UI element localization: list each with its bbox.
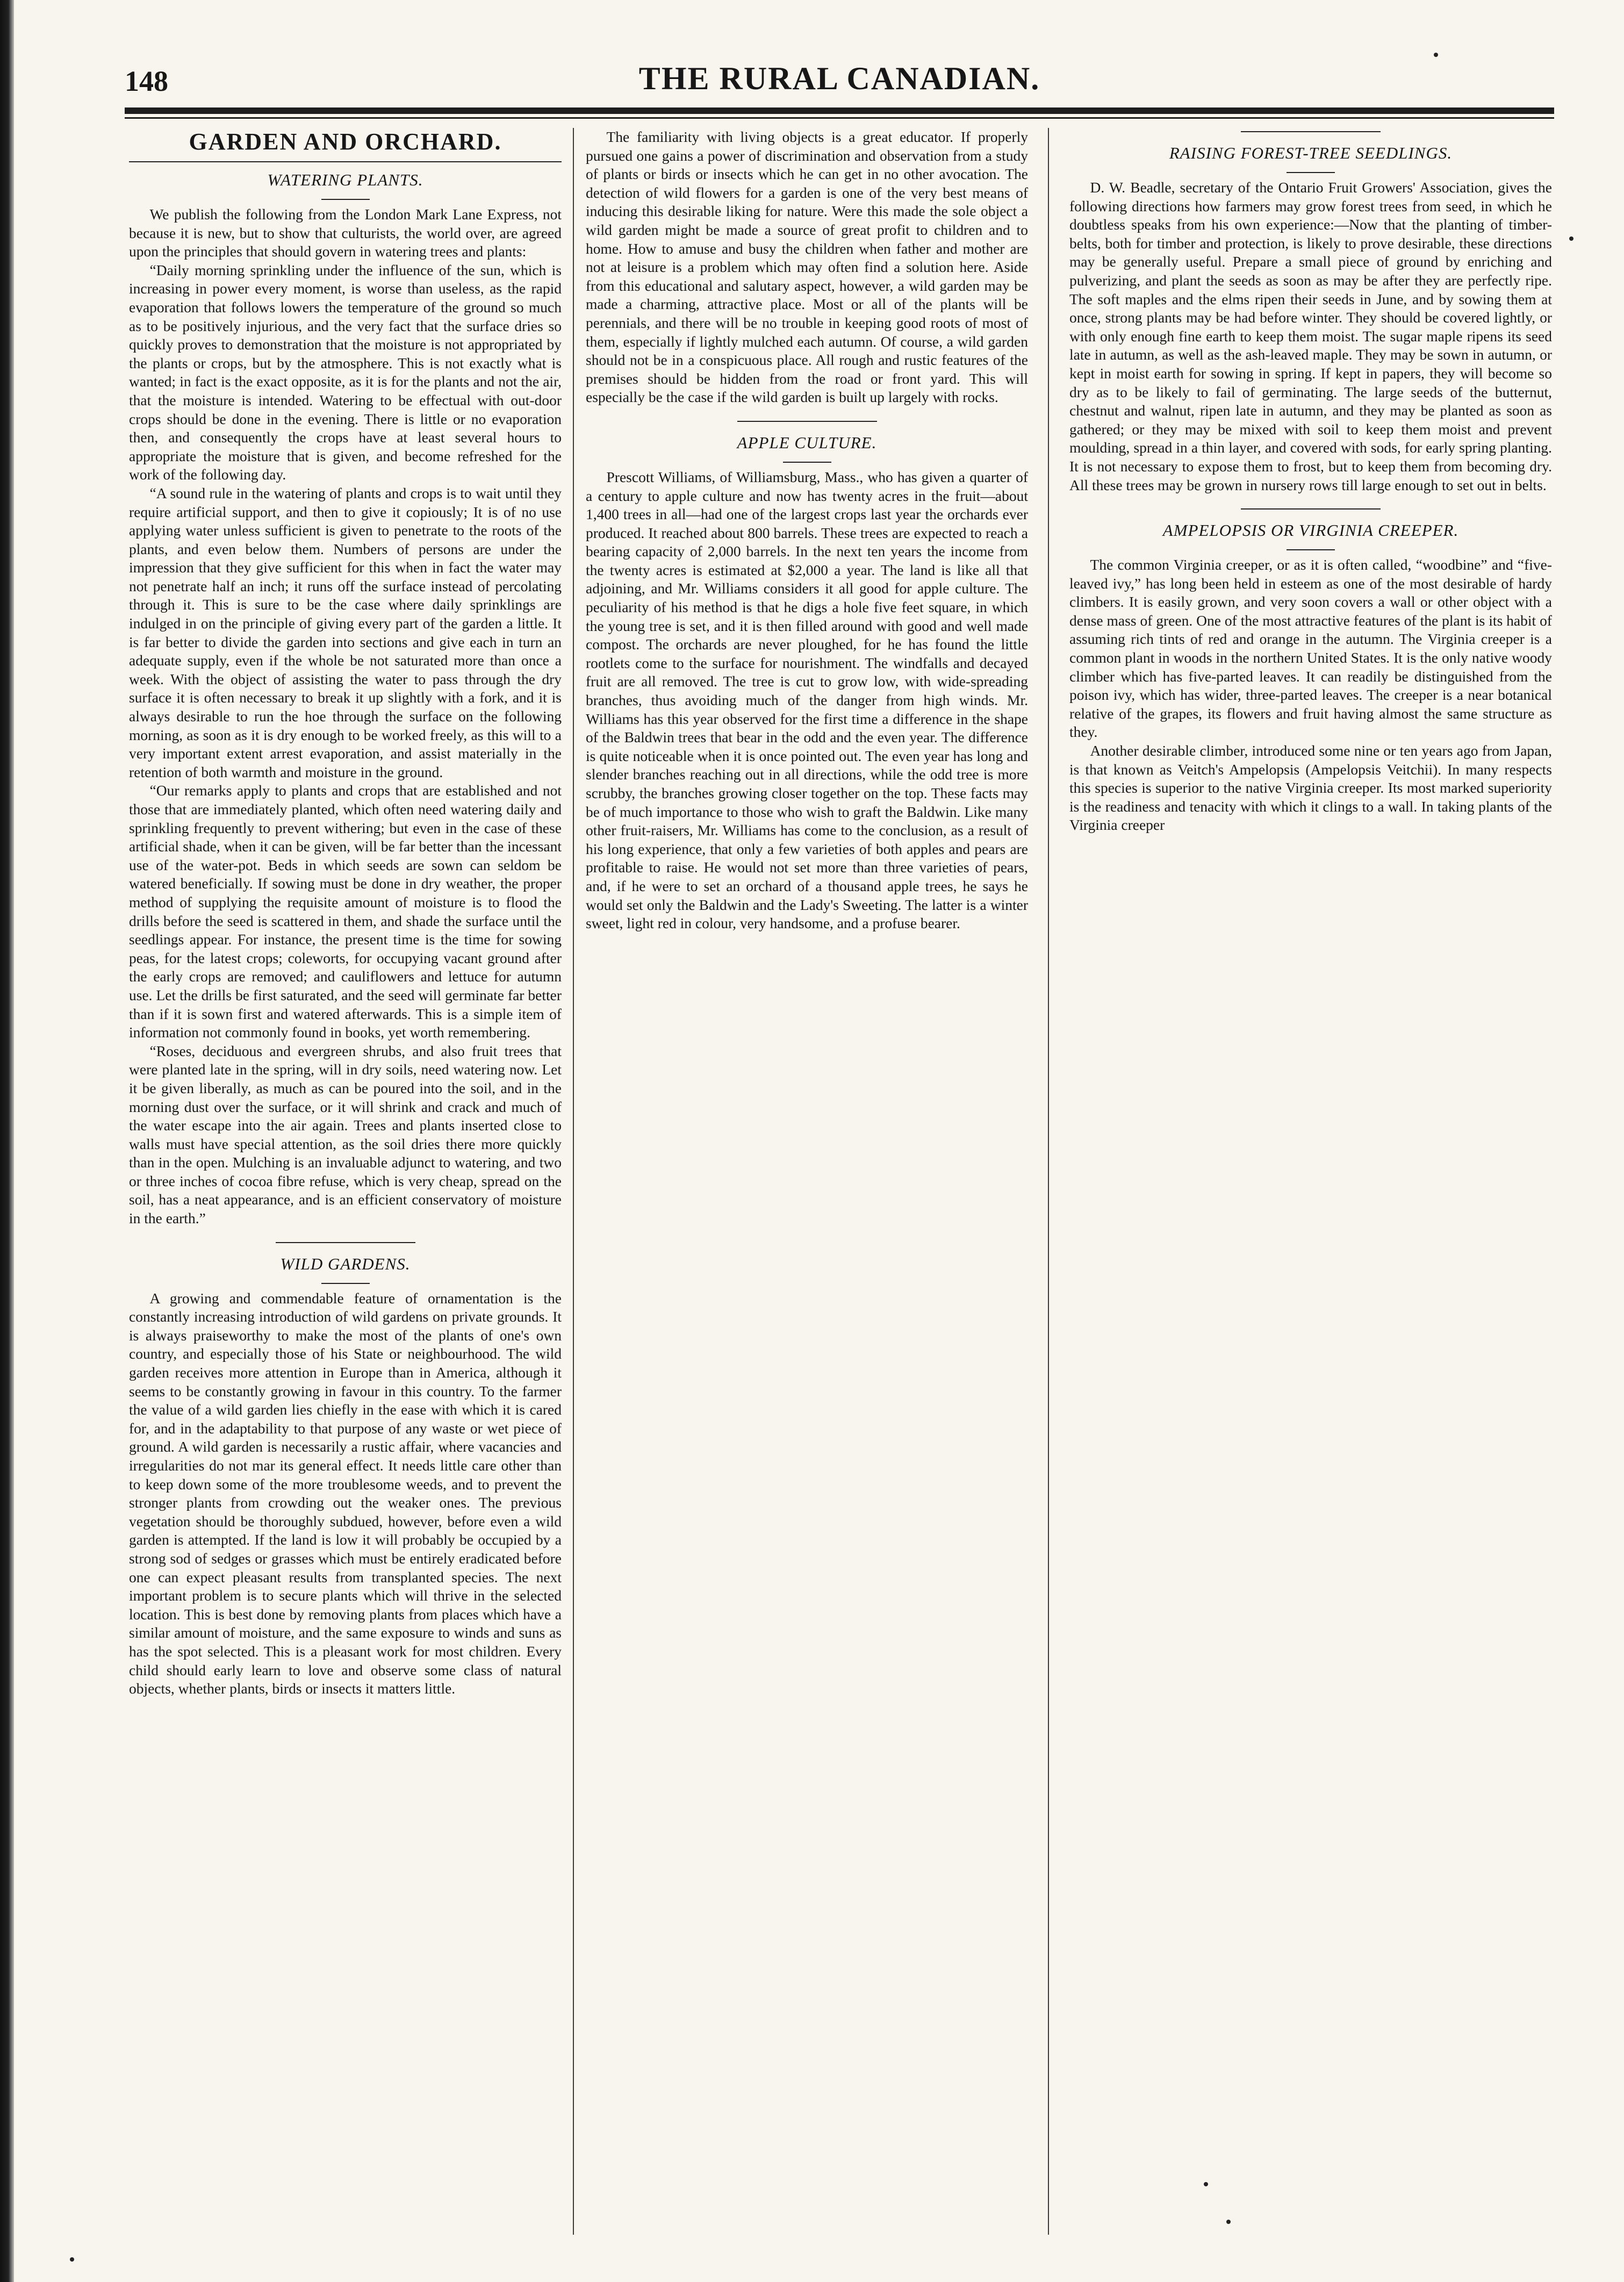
speck [1204,2182,1208,2186]
article-title-ampelopsis: AMPELOPSIS OR VIRGINIA CREEPER. [1162,521,1459,540]
title-rule [1287,549,1335,550]
paragraph: The familiarity with living objects is a great educator. If properly pursued one gains a power of discrimination and observation from a study of plants or birds or insects which he can get in no other avocation. The detection of wild flowers for a garden is one of the very best means of inducing this desirable liking for nature. Were this made the sole object a wild garden might be made a source of great profit to children and to home. How to amuse and busy the children when father and mother are not at leisure is a problem which may often find a solution here. Aside from this educational and salutary aspect, however, a wild garden may be made a charming, attractive place. Most or all of the plants will be perennials, and there will be no trouble in keeping good roots of most of them, especially if lightly mulched each autumn. Of course, a wild garden should not be in a conspicuous place. All rough and rustic features of the premises should be hidden from the road or front yard. This will especially be the case if the wild garden is built up largely with rocks. [586,128,1028,406]
paragraph: “A sound rule in the watering of plants and crops is to wait until they require artificial support, and then to give it copiously; It is of no use applying water unless sufficient is given to penetrate to the roots of the plants, and even below them. Numbers of persons are under the impression that they give sufficient for this when in fact the water may not penetrate half an inch; it runs off the surface instead of percolating through it. This is sure to be the case where daily sprinklings are indulged in on the principle of giving every part of the garden a little. It is far better to divide the garden into sections and give each in turn an adequate supply, even if the whole be not saturated more than once a week. With the object of assisting the water to pass through the dry surface it is often necessary to break it up slightly with a fork, and it is always desirable to run the hoe through the surface on the following morning, as soon as it is dry enough to be worked freely, as this will to a very important extent arrest evaporation, and assist materially in the retention of both warmth and moisture in the ground. [129,484,562,780]
column-2 [586,128,1028,2235]
page-number: 148 [125,65,168,97]
title-rule [1287,172,1335,173]
paragraph: D. W. Beadle, secretary of the Ontario Fruit Growers' Association, gives the following directions how farmers may grow forest trees from seed, in which he doubtless speaks from his own experience:—Now that the planting of timber-belts, both for timber and protection, is likely to prove desirable, these directions may be generally useful. Prepare a small piece of ground by enriching and pulverizing, and plant the seeds as soon as may be after they are perfectly ripe. The soft maples and the elms ripen their seeds in June, and by sowing them at once, strong plants may be had before winter. They should be covered lightly, or with only enough fine earth to keep them moist. The sugar maple ripens its seed late in autumn, as well as the ash-leaved maple. They may be sown in autumn, or kept in moist earth for sowing in spring. If kept in papers, they will become so dry as to be likely to fail of germinating. The large seeds of the butternut, chestnut and walnut, ripen late in autumn, and they may be planted as soon as gathered; or they may be mixed with soil to keep them moist and prevent moulding, spread in a thin layer, and covered with sods, for early spring planting. It is not necessary to expose them to frost, but to keep them from becoming dry. All these trees may be grown in nursery rows till large enough to set out in belts. [1069,179,1552,493]
section-heading: GARDEN AND ORCHARD. [129,128,562,162]
article-divider [276,1242,415,1243]
article-title-apple-culture: APPLE CULTURE. [737,433,877,452]
speck [70,2257,74,2262]
article-title-wild-gardens: WILD GARDENS. [280,1254,411,1273]
paragraph: “Daily morning sprinkling under the influence of the sun, which is increasing in power every moment, is worse than useless, as the rapid evaporation that follows lowers the temperature of the ground so much as to be positively injurious, and the very fact that the surface dries so quickly proves to demonstration that the moisture is not appropriated by the plants or crops, but by the atmosphere. This is not exactly what is wanted; in fact is the exact opposite, as it is for the plants and not the air, that the moisture is intended. Watering to be effectual with out-door crops should be done in the evening. There is little or no evaporation then, and consequently the crops have at least several hours to appropriate the moisture that is given, and become refreshed for the work of the following day. [129,261,562,483]
paragraph: Prescott Williams, of Williamsburg, Mass., who has given a quarter of a century to apple culture and now has twenty acres in the fruit—about 1,400 trees in all—had one of the largest crops last year the orchards ever produced. It reached about 800 barrels. These trees are expected to reach a bearing capacity of 2,000 barrels. In the next ten years the income from the twenty acres is estimated at $2,000 a year. The land is like all that adjoining, and Mr. Williams considers it all good for apple culture. The peculiarity of his method is that he digs a hole five feet square, in which the young tree is set, and it is then filled around with good and well made compost. The orchards are never ploughed, for he has found the little rootlets come to the surface for nourishment. The windfalls and decayed fruit are all removed. The tree is cut to grow low, with wide-spreading branches, thus avoiding much of the danger from high winds. Mr. Williams has this year observed for the first time a difference in the shape of the Baldwin trees that bear in the odd and the even year. The difference is quite noticeable when it is once pointed out. The even year has long and slender branches reaching out in all directions, while the odd tree is more scrubby, the branches growing closer together on the top. These facts may be of much importance to those who wish to graft the Baldwin. Like many other fruit-raisers, Mr. Williams has come to the conclusion, as a result of his long experience, that only a few varieties of both apples and pears are profitable to raise. He would not set more than three varieties of pears, and, if he were to set an orchard of a thousand apple trees, he says he would set only the Baldwin and the Lady's Sweeting. The latter is a winter sweet, light red in colour, very handsome, and a profuse bearer. [586,468,1028,932]
column-1 [129,128,562,2235]
paragraph: A growing and commendable feature of ornamentation is the constantly increasing introduction of wild gardens on private grounds. It is always praiseworthy to make the most of the plants of one's own country, and especially those of his State or neighbourhood. The wild garden receives more attention in Europe than in America, although it seems to be constantly growing in favour in this country. To the farmer the value of a wild garden lies chiefly in the ease with which it is cared for, and in the adaptability to that purpose of any waste or wet piece of ground. A wild garden is necessarily a rustic affair, where vacancies and irregularities do not mar its general effect. It needs little care other than to keep down some of the more troublesome weeds, and to prevent the stronger plants from crowding out the weaker ones. The previous vegetation should be thoroughly subdued, however, before even a wild garden is attempted. If the land is low it will probably be occupied by a strong sod of sedges or grasses which must be entirely eradicated before one can expect pleasant results from transplanted species. The next important problem is to secure plants which will thrive in the selected location. This is best done by removing plants from places which have a similar amount of moisture, and the same exposure to winds and suns as has the spot selected. This is a pleasant work for most children. Every child should early learn to love and observe some class of natural objects, whether plants, birds or insects it matters little. [129,1289,562,1697]
paragraph: We publish the following from the London Mark Lane Express, not because it is new, but to show that culturists, the world over, are agreed upon the principles that should govern in watering trees and plants: [129,206,562,260]
header-rule-thick [125,107,1554,114]
paragraph: Another desirable climber, introduced some nine or ten years ago from Japan, is that known as Veitch's Ampelopsis (Ampelopsis Veitchii). In many respects this species is superior to the native Virginia creeper. Its most marked superiority is the readiness and tenacity with which it clings to a wall. In taking plants of the Virginia creeper [1069,742,1552,834]
title-rule [321,199,370,200]
article-title-forest-tree: RAISING FOREST-TREE SEEDLINGS. [1169,143,1453,162]
article-divider [1241,508,1381,509]
column-divider [573,128,574,2235]
speck [1569,236,1573,241]
binding-edge [0,0,14,2282]
paragraph: The common Virginia creeper, or as it is often called, “woodbine” and “five-leaved ivy,” has long been held in esteem as one of the most desirable of hardy climbers. It is easily grown, and very soon covers a wall or other object with a dense mass of green. One of the most attractive features of the plant is its habit of assuming rich tints of red and orange in the autumn. The Virginia creeper is a common plant in woods in the northern United States. It is the only native woody climber which has five-parted leaves. It can readily be distinguished from the poison ivy, which has wider, three-parted leaves. The creeper is a near botanical relative of the grapes, its flowers and fruit having almost the same structure as they. [1069,556,1552,741]
header-rule-thin [125,117,1554,119]
article-divider [737,421,877,422]
journal-title: THE RURAL CANADIAN. [638,61,1040,96]
column-divider [1048,128,1049,2235]
column-3 [1069,128,1552,2235]
article-title-watering: WATERING PLANTS. [267,170,423,189]
article-divider [1241,131,1381,132]
page-header [125,60,1554,106]
title-rule [783,462,831,463]
speck [1434,53,1438,57]
title-rule [321,1283,370,1284]
paragraph: “Our remarks apply to plants and crops that are established and not those that are immediately planted, which often need watering daily and sprinkling frequently to prevent withering; but even in the case of these artificial shade, when it can be given, will be far better than the incessant use of the water-pot. Beds in which seeds are sown can seldom be watered beneficially. If sowing must be done in dry weather, the proper method of supplying the requisite amount of moisture is to flood the drills before the seed is scattered in them, and shade the surface until the seedlings appear. For instance, the present time is the time for sowing peas, for the latest crops; coleworts, for occupying vacant ground after the early crops are removed; and cauliflowers and lettuce for autumn use. Let the drills be first saturated, and the seed will germinate far better than if it is sown first and watered afterwards. This is a simple item of information not commonly found in books, yet worth remembering. [129,782,562,1041]
speck [1226,2220,1231,2224]
paragraph: “Roses, deciduous and evergreen shrubs, and also fruit trees that were planted late in the spring, will in dry soils, need watering now. Let it be given liberally, as much as can be poured into the soil, and in the morning dust over the surface, or it will shrink and crack and much of the water escape into the air again. Trees and plants inserted close to walls must have special attention, as the soil dries there more quickly than in the open. Mulching is an invaluable adjunct to watering, and two or three inches of cocoa fibre refuse, which is very cheap, spread on the soil, has a neat appearance, and is an efficient conservatory of moisture in the earth.” [129,1042,562,1227]
